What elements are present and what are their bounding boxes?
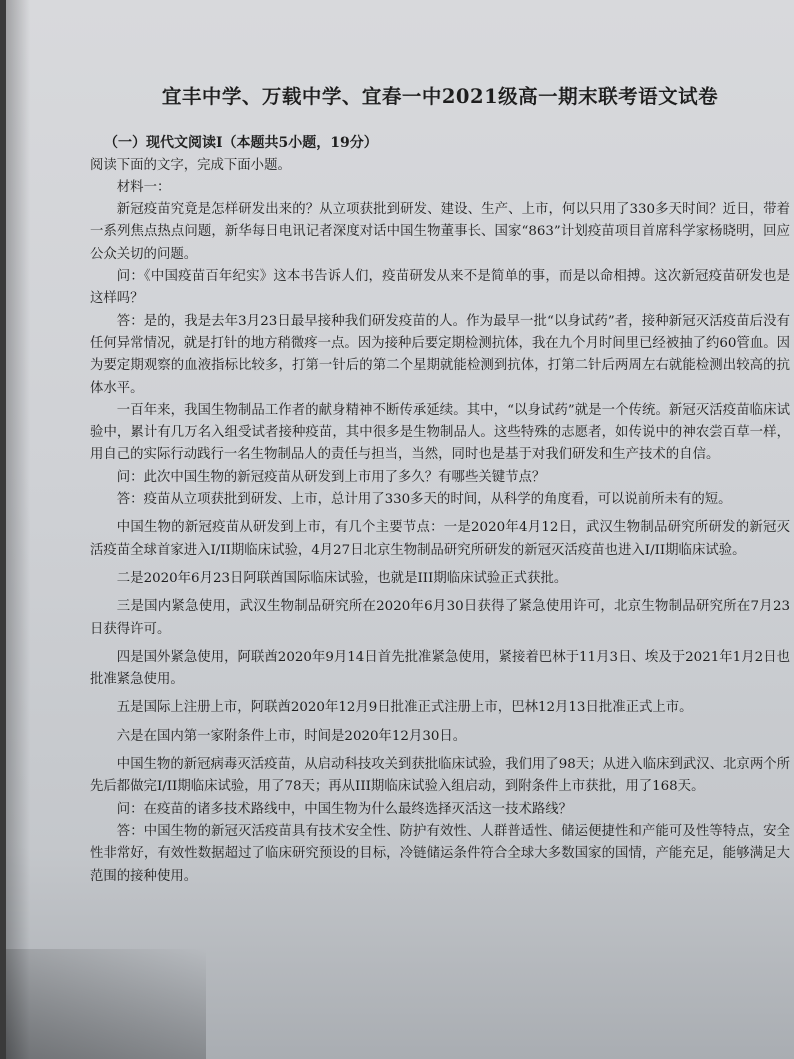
paragraph: 答：是的，我是去年3月23日最早接种我们研发疫苗的人。作为最早一批“以身试药”者，接种新冠灭活疫苗后没有任何异常情况，就是打针的地方稍微疼一点。因为接种后要定期检测抗体，我在九个月时间里已经被抽了约60管血。因为要定期观察的血液指标比较多，打第一针后的第二个星期就能检测到抗体，打第二针后两周左右就能检测出较高的抗体水平。 [90,313,790,396]
paragraph: 答：疫苗从立项获批到研发、上市，总计用了330多天的时间，从科学的角度看，可以说前所未有的短。 [116,492,732,508]
section-heading: （一）现代文阅读Ⅰ（本题共5小题，19分） [104,135,378,152]
paragraph: 问：在疫苗的诸多技术路线中，中国生物为什么最终选择灭活这一技术路线？ [116,801,573,817]
paragraph: 五是国际上注册上市，阿联酋2020年12月9日批准正式注册上市，巴林12月13日批准正式上市。 [116,700,693,716]
document-body [90,86,790,888]
exam-paper [6,0,794,1059]
paragraph: 问：此次中国生物的新冠疫苗从研发到上市用了多久？有哪些关键节点？ [116,469,546,485]
paragraph: 中国生物的新冠病毒灭活疫苗，从启动科技攻关到获批临床试验，我们用了98天；从进入临床到武汉、北京两个所先后都做完I/II期临床试验，用了78天；再从III期临床试验入组启动，到附条件上市获批，用了168天。 [90,757,790,795]
paragraph: 二是2020年6月23日阿联酋国际临床试验，也就是III期临床试验正式获批。 [116,570,568,586]
paragraph: 三是国内紧急使用，武汉生物制品研究所在2020年6月30日获得了紧急使用许可，北京生物制品研究所在7月23日获得许可。 [90,599,790,637]
paragraph: 答：中国生物的新冠灭活疫苗具有技术安全性、防护有效性、人群普适性、储运便捷性和产能可及性等特点，安全性非常好，有效性数据超过了临床研究预设的目标，冷链储运条件符合全球大多数国家的国情，产能充足，能够满足大范围的接种使用。 [90,823,790,884]
paragraph: 中国生物的新冠疫苗从研发到上市，有几个主要节点：一是2020年4月12日，武汉生物制品研究所研发的新冠灭活疫苗全球首家进入I/II期临床试验，4月27日北京生物制品研究所研发的新冠灭活疫苗也进入I/II期临床试验。 [90,520,790,558]
paragraph: 四是国外紧急使用，阿联酋2020年9月14日首先批准紧急使用，紧接着巴林于11月3日、埃及于2021年1月2日也批准紧急使用。 [90,649,790,688]
instruction: 阅读下面的文字，完成下面小题。 [90,157,291,173]
page-shadow [6,0,30,1059]
corner-shadow [6,949,206,1059]
paragraph: 问：《中国疫苗百年纪实》这本书告诉人们，疫苗研发从来不是简单的事，而是以命相搏。这次新冠疫苗研发也是这样吗？ [90,269,790,307]
exam-title: 宜丰中学、万载中学、宜春一中2021级高一期末联考语文试卷 [161,85,719,108]
paragraph: 一百年来，我国生物制品工作者的献身精神不断传承延续。其中，“以身试药”就是一个传统。新冠灭活疫苗临床试验中，累计有几万名入组受试者接种疫苗，其中很多是生物制品人。这些特殊的志愿者，如传说中的神农尝百草一样，用自己的实际行动践行一名生物制品人的责任与担当，当然，同时也是基于对我们研发和生产技术的自信。 [90,402,790,463]
paragraph: 新冠疫苗究竟是怎样研发出来的？从立项获批到研发、建设、生产、上市，何以只用了330多天时间？近日，带着一系列焦点热点问题，新华每日电讯记者深度对话中国生物董事长、国家“863”计划疫苗项目首席科学家杨晓明，回应公众关切的问题。 [90,202,790,262]
material-label: 材料一： [116,179,171,195]
paragraph: 六是在国内第一家附条件上市，时间是2020年12月30日。 [116,728,467,744]
